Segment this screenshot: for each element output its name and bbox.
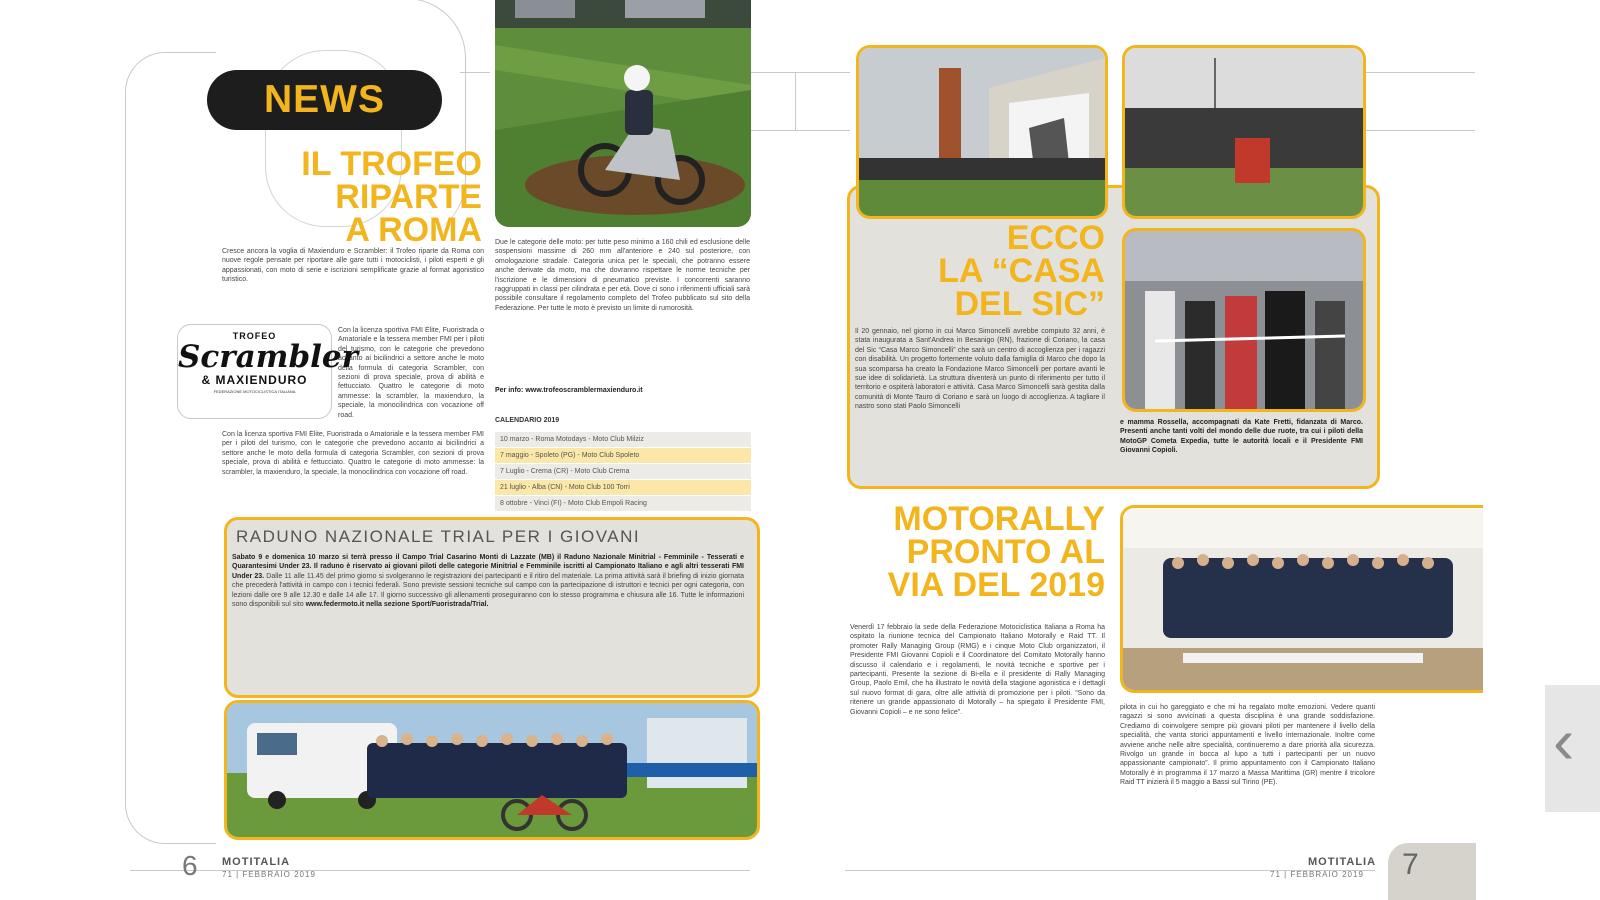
scrambler-maxienduro-logo [177, 324, 358, 419]
left-issue: 71 | FEBBRAIO 2019 [222, 870, 316, 879]
casa-para2: e mamma Rossella, accompagnati da Kate Fretti, fidanzata di Marco. Presenti anche tanti volti del mondo delle due ruote, tra cui i piloti della MotoGP Cometa Expedia, tutte le autorità locali e il Presidente FMI Giovanni Copioli. [1120, 419, 1363, 455]
calendar-row: 10 marzo - Roma Motodays - Moto Club Milziz [495, 432, 751, 448]
logo-line-2: Scrambler [178, 339, 358, 375]
calendar-table [495, 432, 751, 512]
right-page-number: 7 [1402, 848, 1419, 881]
decorative-line [1365, 130, 1475, 131]
news-badge-label: NEWS [264, 78, 385, 121]
decorative-line [745, 130, 850, 131]
motorally-meeting-photo [1120, 505, 1483, 693]
news-badge [207, 70, 442, 130]
motorally-col2: pilota in cui ho gareggiato e che mi ha regalato molte emozioni. Vedere quanti ragazzi si sono avvicinati a questa disciplina è una grande soddisfazione. Crediamo di coinvolgere sempre più giovani piloti per mantenere il livello della specialità, che vanta storici appuntamenti e livello internazionale. Inoltre come avviene anche nelle altre specialità, continueremo a dare priorità alla sicurezza. Rivolgo un grande in bocca al lupo a tutti i partecipanti per un nuovo appassionante campionato”. Il primo appuntamento con il Campionato Italiano Motorally è in programma il 17 marzo a Massa Marittima (GR) mentre il tricolore Raid TT inizierà il 5 maggio a Bassi sul Tirino (PE). [1120, 704, 1375, 787]
casa-title-line: LA “CASA [938, 251, 1105, 290]
left-magazine-name: MOTITALIA [222, 856, 291, 868]
right-magazine-name: MOTITALIA [1308, 856, 1377, 868]
calendar-row: 7 maggio - Spoleto (PG) - Moto Club Spoleto [495, 448, 751, 464]
decorative-line [1365, 72, 1475, 73]
motorally-col1-end: “Sono da ritenere un grande appassionato di Motorally – ha spiegato il Presidente FMI, Giovanni Copioli – e ne sono felice”. [850, 689, 1105, 716]
trofeo-title-line: IL TROFEO [301, 145, 482, 183]
trofeo-para1b: Con la licenza sportiva FMI Élite, Fuoristrada o Amatoriale e la tessera member FMI per i piloti del turismo, con le categorie che prevedono accanto ai bicilindrici a settore anche le moto della formula di categoria Scrambler, con sezioni di prova speciale, prova di abilità e fettucciato. Quattro le categorie di moto ammesse: la scrambler, la maxienduro, la speciale, la monocilindrica con vocazione off road. [338, 327, 484, 419]
casa-para1: Il 20 gennaio, nel giorno in cui Marco Simoncelli avrebbe compiuto 32 anni, è stata inaugurata a Sant'Andrea in Besanigo (RN), frazione di Coriano, la casa del Sic “Casa Marco Simoncelli” che sarà un centro di accoglienza per i ragazzi con disabilità. Un progetto fortemente voluto dalla famiglia di Marco che dopo la sua scomparsa ha creato la Fondazione Marco Simoncelli per portare avanti le sue idee di solidarietà. La struttura diventerà un punto di riferimento per tutto il territorio e ospiterà laboratori e attività. Casa Marco Simoncelli sarà gestita dalla comunità di Monte Tauro di Coriano e sarà un luogo di accoglienza. A tagliare il nastro sono stati Paolo Simoncelli [855, 328, 1105, 411]
raduno-photo-image [227, 703, 757, 837]
logo-line-3: & MAXIENDURO [201, 373, 308, 387]
right-page-tab [1388, 843, 1476, 900]
raduno-text [232, 553, 744, 685]
chevron-left-icon: ‹ [1553, 705, 1575, 777]
motorally-photo-image [1123, 508, 1483, 690]
trofeo-info [495, 386, 750, 395]
casa-text-col2 [1120, 418, 1363, 476]
logo-line-4: FEDERAZIONE MOTOCICLISTICA ITALIANA [213, 389, 296, 394]
casa-headline [880, 219, 1105, 323]
calendar-title: CALENDARIO 2019 [495, 417, 560, 424]
trofeo-headline [262, 145, 482, 249]
decorative-line [795, 72, 796, 130]
calendar-row: 7 Luglio - Crema (CR) - Moto Club Crema [495, 464, 751, 480]
motorally-text-col1 [850, 623, 1105, 823]
raduno-body: Dalle 11 alle 11.45 del primo giorno si svolgeranno le registrazioni dei partecipanti e il ritiro del materiale. La prima attività sarà il briefing di inizio giornata che precederà l'attività in campo con i tecnici federali. Sono previste sessioni tecniche sul campo con la partecipazione di istruttori e tecnici per ogni categoria, con lezioni dalle ore 9 alle 12.30 e dalle 14 alle 17. Il giorno successivo gli allenamenti proseguiranno con lo stesso programma e chiusura alle 16. Tutte le informazioni sono disponibili sul sito [232, 572, 744, 609]
right-issue: 71 | FEBBRAIO 2019 [1270, 870, 1364, 879]
previous-page-button[interactable] [1545, 685, 1600, 812]
enduro-photo-image [495, 0, 751, 227]
raduno-title: RADUNO NAZIONALE TRIAL PER I GIOVANI [236, 527, 641, 546]
casa-photo-2-image [1125, 48, 1363, 216]
trofeo-para2: Due le categorie delle moto: per tutte peso minimo a 160 chili ed esclusione delle sospensioni massime di 260 mm all'anteriore e 240 sul posteriore, con omologazione stradale. Categoria unica per le speciali, che potranno essere anche derivate da moto, ma che dovranno rispettare le norme tecniche per l'iscrizione e le dimensioni di pneumatico previste. I concorrenti saranno raggruppati in classi per cilindrata e per età. Dove ci sono i riferimenti ufficiali sarà possibile consultare il regolamento completo del Trofeo pubblicato sul sito della Federazione. Per tutte le moto è previsto un limite di rumorosità. [495, 239, 750, 312]
trofeo-text-col1b [338, 326, 484, 431]
motorally-title-line: MOTORALLY [893, 500, 1105, 538]
trofeo-text-col1c [222, 430, 484, 510]
motorally-text-col2 [1120, 703, 1375, 838]
casa-ribbon-photo [1122, 228, 1366, 412]
trofeo-title-line: A ROMA [345, 210, 482, 249]
motorally-headline [845, 500, 1105, 604]
decorative-frame [125, 52, 216, 844]
motorally-title-line: VIA DEL 2019 [887, 565, 1105, 604]
decorative-line [745, 72, 850, 73]
trofeo-text-col2 [495, 238, 750, 384]
trofeo-text-col1 [222, 247, 484, 327]
casa-photo-1-image [859, 48, 1105, 216]
motorally-col1: Venerdì 17 febbraio la sede della Federazione Motociclistica Italiana a Roma ha ospitato la riunione tecnica del Campionato Italiano Motorally e Raid TT. Il promoter Rally Managing Group (RMG) e i cinque Moto Club organizzatori, il Presidente FMI Giovanni Copioli e il Coordinatore del Comitato Motorally hanno discusso il calendario e i regolamenti, le novità tecniche e sportive per i partecipanti. Presente la sezione di Bi-ella e il presidente di Rally Managing Group, Paolo Emil, che ha illustrato le novità della stagione agonistica e i dettagli sul nuovo format di gara, oltre alle attività di promozione per i piloti. [850, 624, 1105, 697]
trofeo-para1: Cresce ancora la voglia di Maxienduro e Scrambler: il Trofeo riparte da Roma con nuove regole pensate per riportare alle gare tutti i motociclisti, i piloti esperti e gli appassionati, con moto di serie e iscrizioni semplificate grazie al format agonistico turistico. [222, 248, 484, 284]
enduro-rider-photo [495, 0, 751, 227]
trofeo-title-line: RIPARTE [335, 177, 482, 216]
decorative-line [460, 72, 490, 73]
trofeo-info-link[interactable]: Per info: www.trofeoscramblermaxienduro.it [495, 387, 643, 394]
trofeo-para1c: Con la licenza sportiva FMI Élite, Fuoristrada o Amatoriale e la tessera member FMI per i piloti del turismo, con le categorie che prevedono accanto ai bicilindrici a settore anche le moto della formula di categoria Scrambler, con sezioni di prova speciale, prova di abilità e fettucciato. Quattro le categorie di moto ammesse: la scrambler, la maxienduro, la speciale, la monocilindrica con vocazione off road. [222, 431, 484, 476]
motorally-title-line: PRONTO AL [906, 532, 1105, 571]
casa-inauguration-photo [856, 45, 1108, 219]
casa-crowd-photo [1122, 45, 1366, 219]
raduno-lead: Sabato 9 e domenica 10 marzo si terrà presso il Campo Trial Casarino Monti di Lazzate (MB) il Raduno Nazionale Minitrial - Femminile - Tesserati e Quarantesimi Under 23. Il raduno è riservato ai giovani piloti delle categorie Minitrial e Femminile iscritti al Campionato Italiano e agli altri tesserati FMI Under 23. [232, 554, 744, 580]
calendar-row: 21 luglio - Alba (CN) - Moto Club 100 Torri [495, 480, 751, 496]
casa-title-line: ECCO [1006, 219, 1105, 257]
casa-text-col1 [855, 327, 1105, 477]
left-page-number: 6 [182, 850, 198, 881]
casa-title-line: DEL SIC” [954, 284, 1105, 323]
calendar-row: 8 ottobre - Vinci (FI) - Moto Club Empoli Racing [495, 496, 751, 512]
raduno-link[interactable]: www.federmoto.it nella sezione Sport/Fuoristrada/Trial. [305, 601, 489, 609]
raduno-group-photo [224, 700, 760, 840]
logo-line-1: TROFEO [232, 331, 277, 341]
casa-photo-3-image [1125, 231, 1363, 409]
